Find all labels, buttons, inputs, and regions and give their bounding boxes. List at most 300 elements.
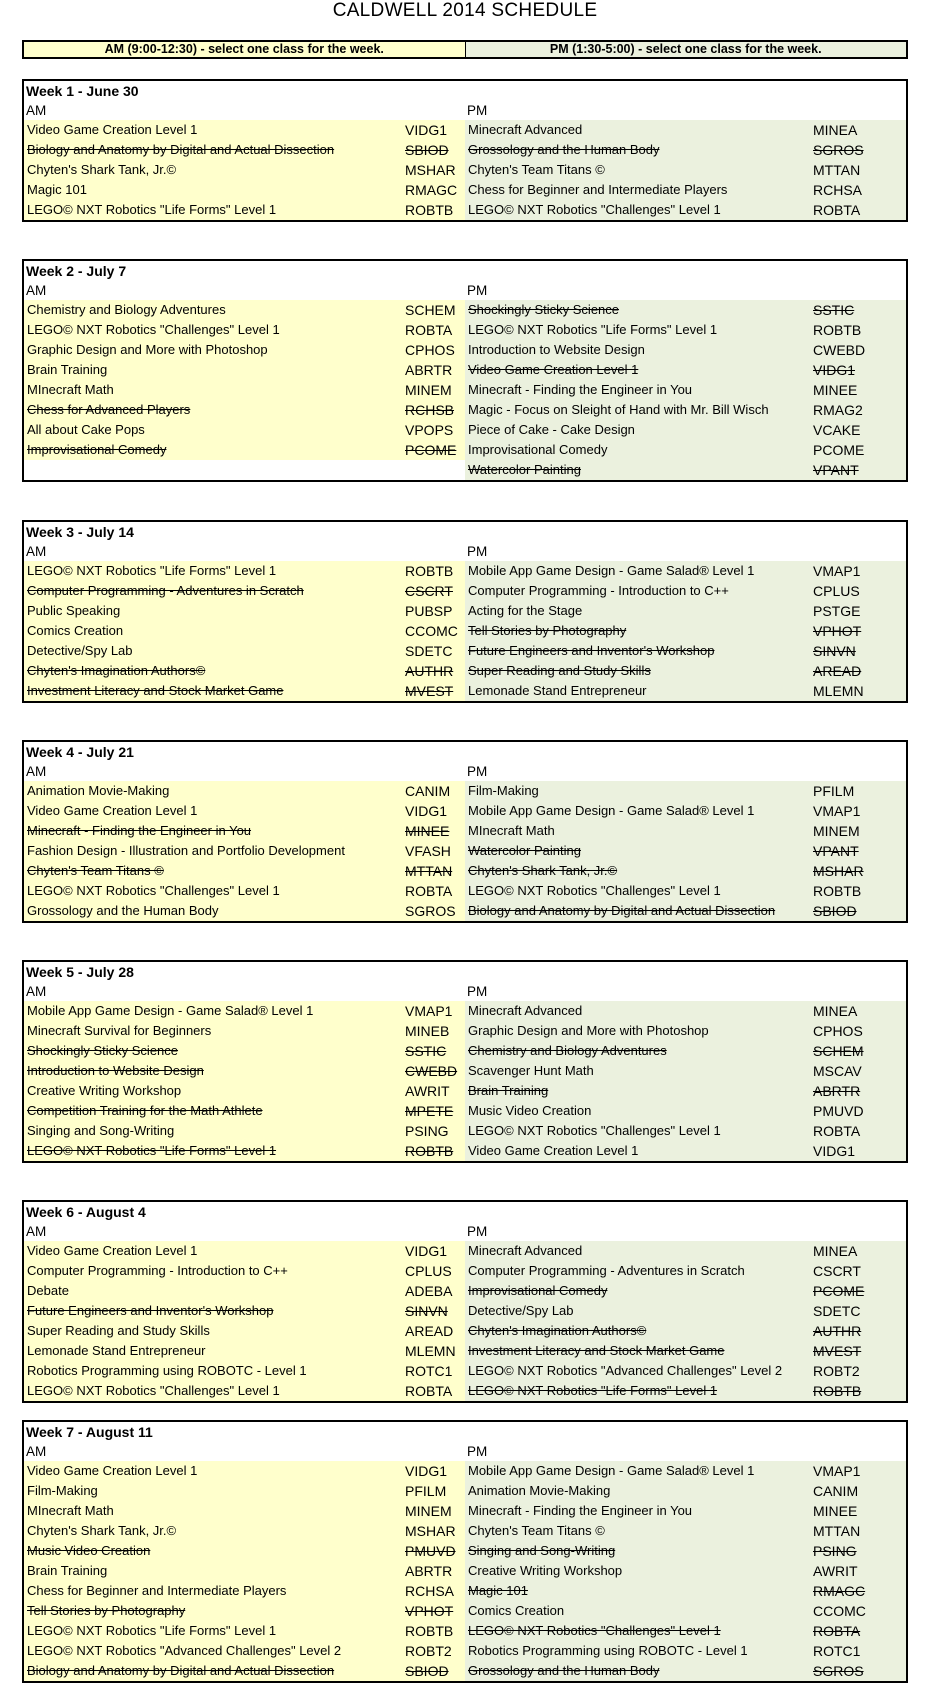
pm-label: PM bbox=[465, 101, 906, 120]
class-row bbox=[24, 661, 465, 681]
class-row bbox=[465, 1381, 906, 1401]
week-title: Week 6 - August 4 bbox=[26, 1204, 146, 1220]
class-row bbox=[24, 200, 465, 220]
class-code: VMAP1 bbox=[813, 1463, 861, 1479]
class-row bbox=[24, 1521, 465, 1541]
class-name: Chemistry and Biology Adventures bbox=[27, 302, 226, 317]
class-code: VPOPS bbox=[405, 422, 454, 438]
pm-label: PM bbox=[465, 762, 906, 781]
class-code: VIDG1 bbox=[405, 803, 448, 819]
class-code: MSCAV bbox=[813, 1063, 862, 1079]
class-row bbox=[465, 1301, 906, 1321]
class-row bbox=[465, 801, 906, 821]
class-name: LEGO© NXT Robotics "Life Forms" Level 1 bbox=[468, 322, 718, 337]
class-code: PMUVD bbox=[813, 1103, 864, 1119]
pm-column bbox=[465, 281, 906, 480]
class-name: Improvisational Comedy bbox=[468, 1283, 608, 1298]
am-label: AM bbox=[24, 762, 465, 781]
class-code: ROBT2 bbox=[813, 1363, 860, 1379]
class-name: Graphic Design and More with Photoshop bbox=[27, 342, 268, 357]
class-code: ABRTR bbox=[405, 362, 453, 378]
class-name: Chyten's Team Titans © bbox=[468, 162, 605, 177]
class-row bbox=[465, 841, 906, 861]
class-code: ROBTB bbox=[813, 883, 862, 899]
class-name: Video Game Creation Level 1 bbox=[27, 803, 198, 818]
class-name: Introduction to Website Design bbox=[468, 342, 645, 357]
class-name: Minecraft Survival for Beginners bbox=[27, 1023, 212, 1038]
class-name: Creative Writing Workshop bbox=[27, 1083, 182, 1098]
pm-column bbox=[465, 982, 906, 1161]
class-code: VMAP1 bbox=[813, 563, 861, 579]
class-row bbox=[24, 180, 465, 200]
class-name: Fashion Design - Illustration and Portfolio Development bbox=[27, 843, 345, 858]
class-name: Piece of Cake - Cake Design bbox=[468, 422, 635, 437]
class-row bbox=[24, 160, 465, 180]
class-code: ROBTB bbox=[813, 322, 862, 338]
class-name: LEGO© NXT Robotics "Challenges" Level 1 bbox=[27, 883, 280, 898]
class-row bbox=[24, 1501, 465, 1521]
class-row bbox=[24, 380, 465, 400]
week-title: Week 7 - August 11 bbox=[26, 1424, 153, 1440]
am-column bbox=[24, 1222, 465, 1401]
class-row bbox=[465, 581, 906, 601]
class-row bbox=[24, 1601, 465, 1621]
class-code: AREAD bbox=[813, 663, 862, 679]
class-code: SDETC bbox=[813, 1303, 861, 1319]
class-name: Film-Making bbox=[27, 1483, 98, 1498]
class-code: ADEBA bbox=[405, 1283, 453, 1299]
class-row bbox=[24, 1581, 465, 1601]
class-name: Film-Making bbox=[468, 783, 539, 798]
class-row bbox=[24, 120, 465, 140]
class-row bbox=[24, 561, 465, 581]
class-code: MINEM bbox=[813, 823, 860, 839]
class-row bbox=[24, 1101, 465, 1121]
class-name: Mobile App Game Design - Game Salad® Level 1 bbox=[468, 563, 755, 578]
class-name: Chess for Advanced Players bbox=[27, 402, 191, 417]
class-code: MINEA bbox=[813, 1003, 858, 1019]
class-code: PCOME bbox=[405, 442, 457, 458]
class-row bbox=[465, 1101, 906, 1121]
class-name: Music Video Creation bbox=[468, 1103, 592, 1118]
class-name: Singing and Song-Writing bbox=[27, 1123, 175, 1138]
class-code: VIDG1 bbox=[405, 122, 448, 138]
class-name: Robotics Programming using ROBOTC - Level 1 bbox=[27, 1363, 307, 1378]
class-name: Debate bbox=[27, 1283, 69, 1298]
class-name: Singing and Song-Writing bbox=[468, 1543, 616, 1558]
class-name: Chyten's Imagination Authors© bbox=[468, 1323, 647, 1338]
class-code: MVEST bbox=[405, 683, 454, 699]
class-code: ROBTA bbox=[405, 322, 453, 338]
class-row bbox=[24, 400, 465, 420]
am-column bbox=[24, 982, 465, 1161]
class-row bbox=[24, 641, 465, 661]
class-code: PUBSP bbox=[405, 603, 453, 619]
class-code: SINVN bbox=[405, 1303, 448, 1319]
class-code: VIDG1 bbox=[813, 362, 856, 378]
class-row bbox=[465, 1461, 906, 1481]
class-code: SSTIC bbox=[405, 1043, 447, 1059]
class-code: RMAGC bbox=[813, 1583, 866, 1599]
class-code: ROBTA bbox=[813, 1623, 861, 1639]
class-code: AWRIT bbox=[405, 1083, 450, 1099]
class-name: Competition Training for the Math Athlete bbox=[27, 1103, 263, 1118]
class-name: Video Game Creation Level 1 bbox=[27, 1243, 198, 1258]
class-code: ROBTA bbox=[813, 202, 861, 218]
class-row bbox=[24, 440, 465, 460]
class-name: Future Engineers and Inventor's Workshop bbox=[468, 643, 715, 658]
class-code: PSTGE bbox=[813, 603, 861, 619]
class-row bbox=[24, 861, 465, 881]
class-code: RCHSA bbox=[813, 182, 863, 198]
am-label: AM bbox=[24, 542, 465, 561]
class-code: AREAD bbox=[405, 1323, 454, 1339]
class-code: SGROS bbox=[813, 142, 864, 158]
class-row bbox=[465, 1541, 906, 1561]
class-row bbox=[465, 140, 906, 160]
class-name: Minecraft Advanced bbox=[468, 1003, 583, 1018]
class-name: Super Reading and Study Skills bbox=[27, 1323, 210, 1338]
class-name: Tell Stories by Photography bbox=[27, 1603, 186, 1618]
class-row bbox=[24, 1281, 465, 1301]
class-name: Video Game Creation Level 1 bbox=[468, 362, 639, 377]
class-code: VIDG1 bbox=[405, 1463, 448, 1479]
class-code: VCAKE bbox=[813, 422, 861, 438]
class-code: ROTC1 bbox=[813, 1643, 861, 1659]
class-name: Future Engineers and Inventor's Workshop bbox=[27, 1303, 274, 1318]
class-name: Tell Stories by Photography bbox=[468, 623, 627, 638]
class-name: Shockingly Sticky Science bbox=[468, 302, 620, 317]
class-name: All about Cake Pops bbox=[27, 422, 145, 437]
class-code: CANIM bbox=[405, 783, 451, 799]
class-code: SBIOD bbox=[813, 903, 857, 919]
class-row bbox=[465, 821, 906, 841]
class-row bbox=[465, 360, 906, 380]
class-name: LEGO© NXT Robotics "Challenges" Level 1 bbox=[468, 883, 721, 898]
week-title: Week 1 - June 30 bbox=[26, 83, 139, 99]
class-code: MINEM bbox=[405, 382, 452, 398]
class-row bbox=[24, 841, 465, 861]
class-name: Robotics Programming using ROBOTC - Level 1 bbox=[468, 1643, 748, 1658]
class-code: MINEA bbox=[813, 1243, 858, 1259]
class-code: ROBTA bbox=[405, 883, 453, 899]
am-column bbox=[24, 101, 465, 220]
class-name: LEGO© NXT Robotics "Life Forms" Level 1 bbox=[468, 1383, 718, 1398]
class-name: Mobile App Game Design - Game Salad® Level 1 bbox=[468, 1463, 755, 1478]
class-name: Introduction to Website Design bbox=[27, 1063, 204, 1078]
class-row bbox=[465, 601, 906, 621]
class-code: ROBTB bbox=[813, 1383, 862, 1399]
week-block bbox=[22, 79, 908, 222]
class-name: LEGO© NXT Robotics "Challenges" Level 1 bbox=[468, 1123, 721, 1138]
class-code: VPANT bbox=[813, 462, 859, 478]
class-code: CWEBD bbox=[405, 1063, 458, 1079]
class-row bbox=[24, 601, 465, 621]
class-code: MSHAR bbox=[405, 162, 456, 178]
class-name: Watercolor Painting bbox=[468, 843, 581, 858]
class-code: PFILM bbox=[813, 783, 855, 799]
class-name: Animation Movie-Making bbox=[27, 783, 170, 798]
class-name: LEGO© NXT Robotics "Life Forms" Level 1 bbox=[27, 1143, 277, 1158]
class-row bbox=[24, 1121, 465, 1141]
week-block bbox=[22, 520, 908, 703]
class-code: CPLUS bbox=[813, 583, 860, 599]
class-code: AWRIT bbox=[813, 1563, 858, 1579]
class-code: CWEBD bbox=[813, 342, 866, 358]
class-row bbox=[465, 1021, 906, 1041]
class-name: Minecraft - Finding the Engineer in You bbox=[27, 823, 252, 838]
week-title: Week 2 - July 7 bbox=[26, 263, 127, 279]
class-name: Computer Programming - Introduction to C++ bbox=[468, 583, 729, 598]
pm-column bbox=[465, 1222, 906, 1401]
am-column bbox=[24, 542, 465, 701]
class-row bbox=[465, 1081, 906, 1101]
class-name: Chyten's Imagination Authors© bbox=[27, 663, 206, 678]
class-row bbox=[24, 420, 465, 440]
class-name: Detective/Spy Lab bbox=[468, 1303, 574, 1318]
class-name: Minecraft Advanced bbox=[468, 1243, 583, 1258]
class-row bbox=[24, 1341, 465, 1361]
class-code: PMUVD bbox=[405, 1543, 456, 1559]
class-row bbox=[24, 1381, 465, 1401]
class-row bbox=[465, 1121, 906, 1141]
class-row bbox=[24, 1141, 465, 1161]
class-row bbox=[24, 1301, 465, 1321]
am-label: AM bbox=[24, 101, 465, 120]
class-name: Investment Literacy and Stock Market Game bbox=[27, 683, 284, 698]
class-row bbox=[465, 1261, 906, 1281]
class-row bbox=[465, 180, 906, 200]
class-code: VPANT bbox=[813, 843, 859, 859]
class-row bbox=[24, 821, 465, 841]
class-code: RMAG2 bbox=[813, 402, 863, 418]
class-row bbox=[24, 901, 465, 921]
class-row bbox=[465, 120, 906, 140]
pm-label: PM bbox=[465, 281, 906, 300]
class-name: Chyten's Team Titans © bbox=[468, 1523, 605, 1538]
class-row bbox=[24, 1261, 465, 1281]
class-name: LEGO© NXT Robotics "Life Forms" Level 1 bbox=[27, 202, 277, 217]
class-row bbox=[465, 881, 906, 901]
empty-row bbox=[24, 460, 465, 480]
class-name: Graphic Design and More with Photoshop bbox=[468, 1023, 709, 1038]
class-code: SCHEM bbox=[813, 1043, 864, 1059]
pm-label: PM bbox=[465, 982, 906, 1001]
class-name: LEGO© NXT Robotics "Life Forms" Level 1 bbox=[27, 1623, 277, 1638]
class-name: LEGO© NXT Robotics "Challenges" Level 1 bbox=[27, 1383, 280, 1398]
class-code: MINEB bbox=[405, 1023, 450, 1039]
class-row bbox=[24, 1641, 465, 1661]
class-code: VMAP1 bbox=[813, 803, 861, 819]
class-code: RCHSA bbox=[405, 1583, 455, 1599]
class-code: AUTHR bbox=[405, 663, 454, 679]
class-code: PCOME bbox=[813, 442, 865, 458]
class-row bbox=[465, 1561, 906, 1581]
class-code: MTTAN bbox=[405, 863, 453, 879]
class-code: CPLUS bbox=[405, 1263, 452, 1279]
class-row bbox=[24, 801, 465, 821]
session-header bbox=[22, 40, 908, 59]
class-name: Shockingly Sticky Science bbox=[27, 1043, 179, 1058]
class-code: PSING bbox=[813, 1543, 857, 1559]
class-name: LEGO© NXT Robotics "Challenges" Level 1 bbox=[468, 1623, 721, 1638]
class-row bbox=[465, 1641, 906, 1661]
class-row bbox=[24, 881, 465, 901]
class-name: LEGO© NXT Robotics "Advanced Challenges" Level 2 bbox=[468, 1363, 783, 1378]
class-name: Super Reading and Study Skills bbox=[468, 663, 651, 678]
class-row bbox=[24, 340, 465, 360]
class-row bbox=[465, 1041, 906, 1061]
class-row bbox=[465, 1001, 906, 1021]
class-row bbox=[24, 621, 465, 641]
class-name: Brain Training bbox=[27, 1563, 108, 1578]
class-row bbox=[465, 1321, 906, 1341]
class-code: SCHEM bbox=[405, 302, 456, 318]
class-code: CPHOS bbox=[813, 1023, 863, 1039]
class-row bbox=[24, 1621, 465, 1641]
class-code: MINEE bbox=[813, 382, 858, 398]
class-name: Chyten's Shark Tank, Jr.© bbox=[27, 1523, 177, 1538]
class-name: Brain Training bbox=[468, 1083, 549, 1098]
class-row bbox=[465, 400, 906, 420]
class-code: SSTIC bbox=[813, 302, 855, 318]
class-code: ROBTB bbox=[405, 202, 454, 218]
class-code: CANIM bbox=[813, 1483, 859, 1499]
class-row bbox=[465, 460, 906, 480]
pm-column bbox=[465, 762, 906, 921]
class-name: Detective/Spy Lab bbox=[27, 643, 133, 658]
class-name: Grossology and the Human Body bbox=[27, 903, 219, 918]
class-code: AUTHR bbox=[813, 1323, 862, 1339]
class-row bbox=[465, 1361, 906, 1381]
class-name: Creative Writing Workshop bbox=[468, 1563, 623, 1578]
class-row bbox=[24, 300, 465, 320]
class-row bbox=[465, 1501, 906, 1521]
class-row bbox=[465, 661, 906, 681]
class-name: Biology and Anatomy by Digital and Actual Dissection bbox=[27, 142, 335, 157]
class-code: MINEA bbox=[813, 122, 858, 138]
class-row bbox=[465, 200, 906, 220]
class-name: MInecraft Math bbox=[468, 823, 555, 838]
class-name: Chyten's Team Titans © bbox=[27, 863, 164, 878]
class-row bbox=[24, 1321, 465, 1341]
class-row bbox=[465, 320, 906, 340]
class-name: Minecraft - Finding the Engineer in You bbox=[468, 1503, 693, 1518]
class-row bbox=[24, 1001, 465, 1021]
class-code: ROBTB bbox=[405, 1143, 454, 1159]
class-row bbox=[24, 1661, 465, 1681]
class-code: ROBTB bbox=[405, 563, 454, 579]
class-row bbox=[465, 1341, 906, 1361]
page-title: CALDWELL 2014 SCHEDULE bbox=[332, 0, 598, 21]
class-code: CPHOS bbox=[405, 342, 455, 358]
class-row bbox=[465, 621, 906, 641]
am-label: AM bbox=[24, 982, 465, 1001]
class-name: Video Game Creation Level 1 bbox=[27, 1463, 198, 1478]
class-code: SGROS bbox=[813, 1663, 864, 1679]
class-code: VPHOT bbox=[405, 1603, 454, 1619]
class-row bbox=[465, 901, 906, 921]
am-label: AM bbox=[24, 281, 465, 300]
class-code: VIDG1 bbox=[813, 1143, 856, 1159]
class-row bbox=[465, 1241, 906, 1261]
class-name: Grossology and the Human Body bbox=[468, 1663, 660, 1678]
class-name: Chess for Beginner and Intermediate Players bbox=[27, 1583, 287, 1598]
class-row bbox=[465, 1141, 906, 1161]
pm-label: PM bbox=[465, 542, 906, 561]
class-code: PCOME bbox=[813, 1283, 865, 1299]
class-code: MSHAR bbox=[813, 863, 864, 879]
class-name: Acting for the Stage bbox=[468, 603, 583, 618]
class-name: Animation Movie-Making bbox=[468, 1483, 611, 1498]
class-row bbox=[465, 340, 906, 360]
class-code: CCOMC bbox=[813, 1603, 866, 1619]
class-row bbox=[465, 1281, 906, 1301]
week-block bbox=[22, 960, 908, 1163]
class-code: SBIOD bbox=[405, 142, 449, 158]
class-code: VFASH bbox=[405, 843, 451, 859]
class-name: LEGO© NXT Robotics "Challenges" Level 1 bbox=[468, 202, 721, 217]
class-code: ROBTB bbox=[405, 1623, 454, 1639]
week-title: Week 4 - July 21 bbox=[26, 744, 134, 760]
class-name: Magic 101 bbox=[468, 1583, 528, 1598]
class-name: Computer Programming - Adventures in Scratch bbox=[468, 1263, 745, 1278]
week-block bbox=[22, 740, 908, 923]
class-code: SDETC bbox=[405, 643, 453, 659]
class-row bbox=[465, 380, 906, 400]
class-code: ROBTA bbox=[405, 1383, 453, 1399]
class-name: Lemonade Stand Entrepreneur bbox=[468, 683, 647, 698]
class-name: Minecraft - Finding the Engineer in You bbox=[468, 382, 693, 397]
class-name: Biology and Anatomy by Digital and Actual Dissection bbox=[468, 903, 776, 918]
class-name: Mobile App Game Design - Game Salad® Level 1 bbox=[27, 1003, 314, 1018]
class-row bbox=[24, 1541, 465, 1561]
class-row bbox=[24, 140, 465, 160]
class-name: Improvisational Comedy bbox=[468, 442, 608, 457]
class-name: Scavenger Hunt Math bbox=[468, 1063, 594, 1078]
class-row bbox=[24, 1461, 465, 1481]
class-code: ABRTR bbox=[405, 1563, 453, 1579]
class-row bbox=[465, 1601, 906, 1621]
class-code: MLEMN bbox=[405, 1343, 456, 1359]
class-name: Chyten's Shark Tank, Jr.© bbox=[27, 162, 177, 177]
class-row bbox=[24, 360, 465, 380]
class-row bbox=[24, 581, 465, 601]
class-name: Computer Programming - Adventures in Scratch bbox=[27, 583, 304, 598]
class-row bbox=[465, 1521, 906, 1541]
class-code: ABRTR bbox=[813, 1083, 861, 1099]
week-title: Week 5 - July 28 bbox=[26, 964, 134, 980]
class-name: Video Game Creation Level 1 bbox=[27, 122, 198, 137]
class-row bbox=[465, 561, 906, 581]
class-row bbox=[465, 420, 906, 440]
class-code: CSCRT bbox=[813, 1263, 861, 1279]
class-code: VMAP1 bbox=[405, 1003, 453, 1019]
am-label: AM bbox=[24, 1442, 465, 1461]
class-code: SGROS bbox=[405, 903, 456, 919]
class-name: Mobile App Game Design - Game Salad® Level 1 bbox=[468, 803, 755, 818]
class-name: MInecraft Math bbox=[27, 1503, 114, 1518]
am-column bbox=[24, 281, 465, 480]
class-row bbox=[465, 781, 906, 801]
class-code: ROBT2 bbox=[405, 1643, 452, 1659]
class-code: MINEE bbox=[405, 823, 450, 839]
class-name: Grossology and the Human Body bbox=[468, 142, 660, 157]
pm-column bbox=[465, 542, 906, 701]
class-code: MSHAR bbox=[405, 1523, 456, 1539]
class-row bbox=[24, 1021, 465, 1041]
class-code: CCOMC bbox=[405, 623, 458, 639]
